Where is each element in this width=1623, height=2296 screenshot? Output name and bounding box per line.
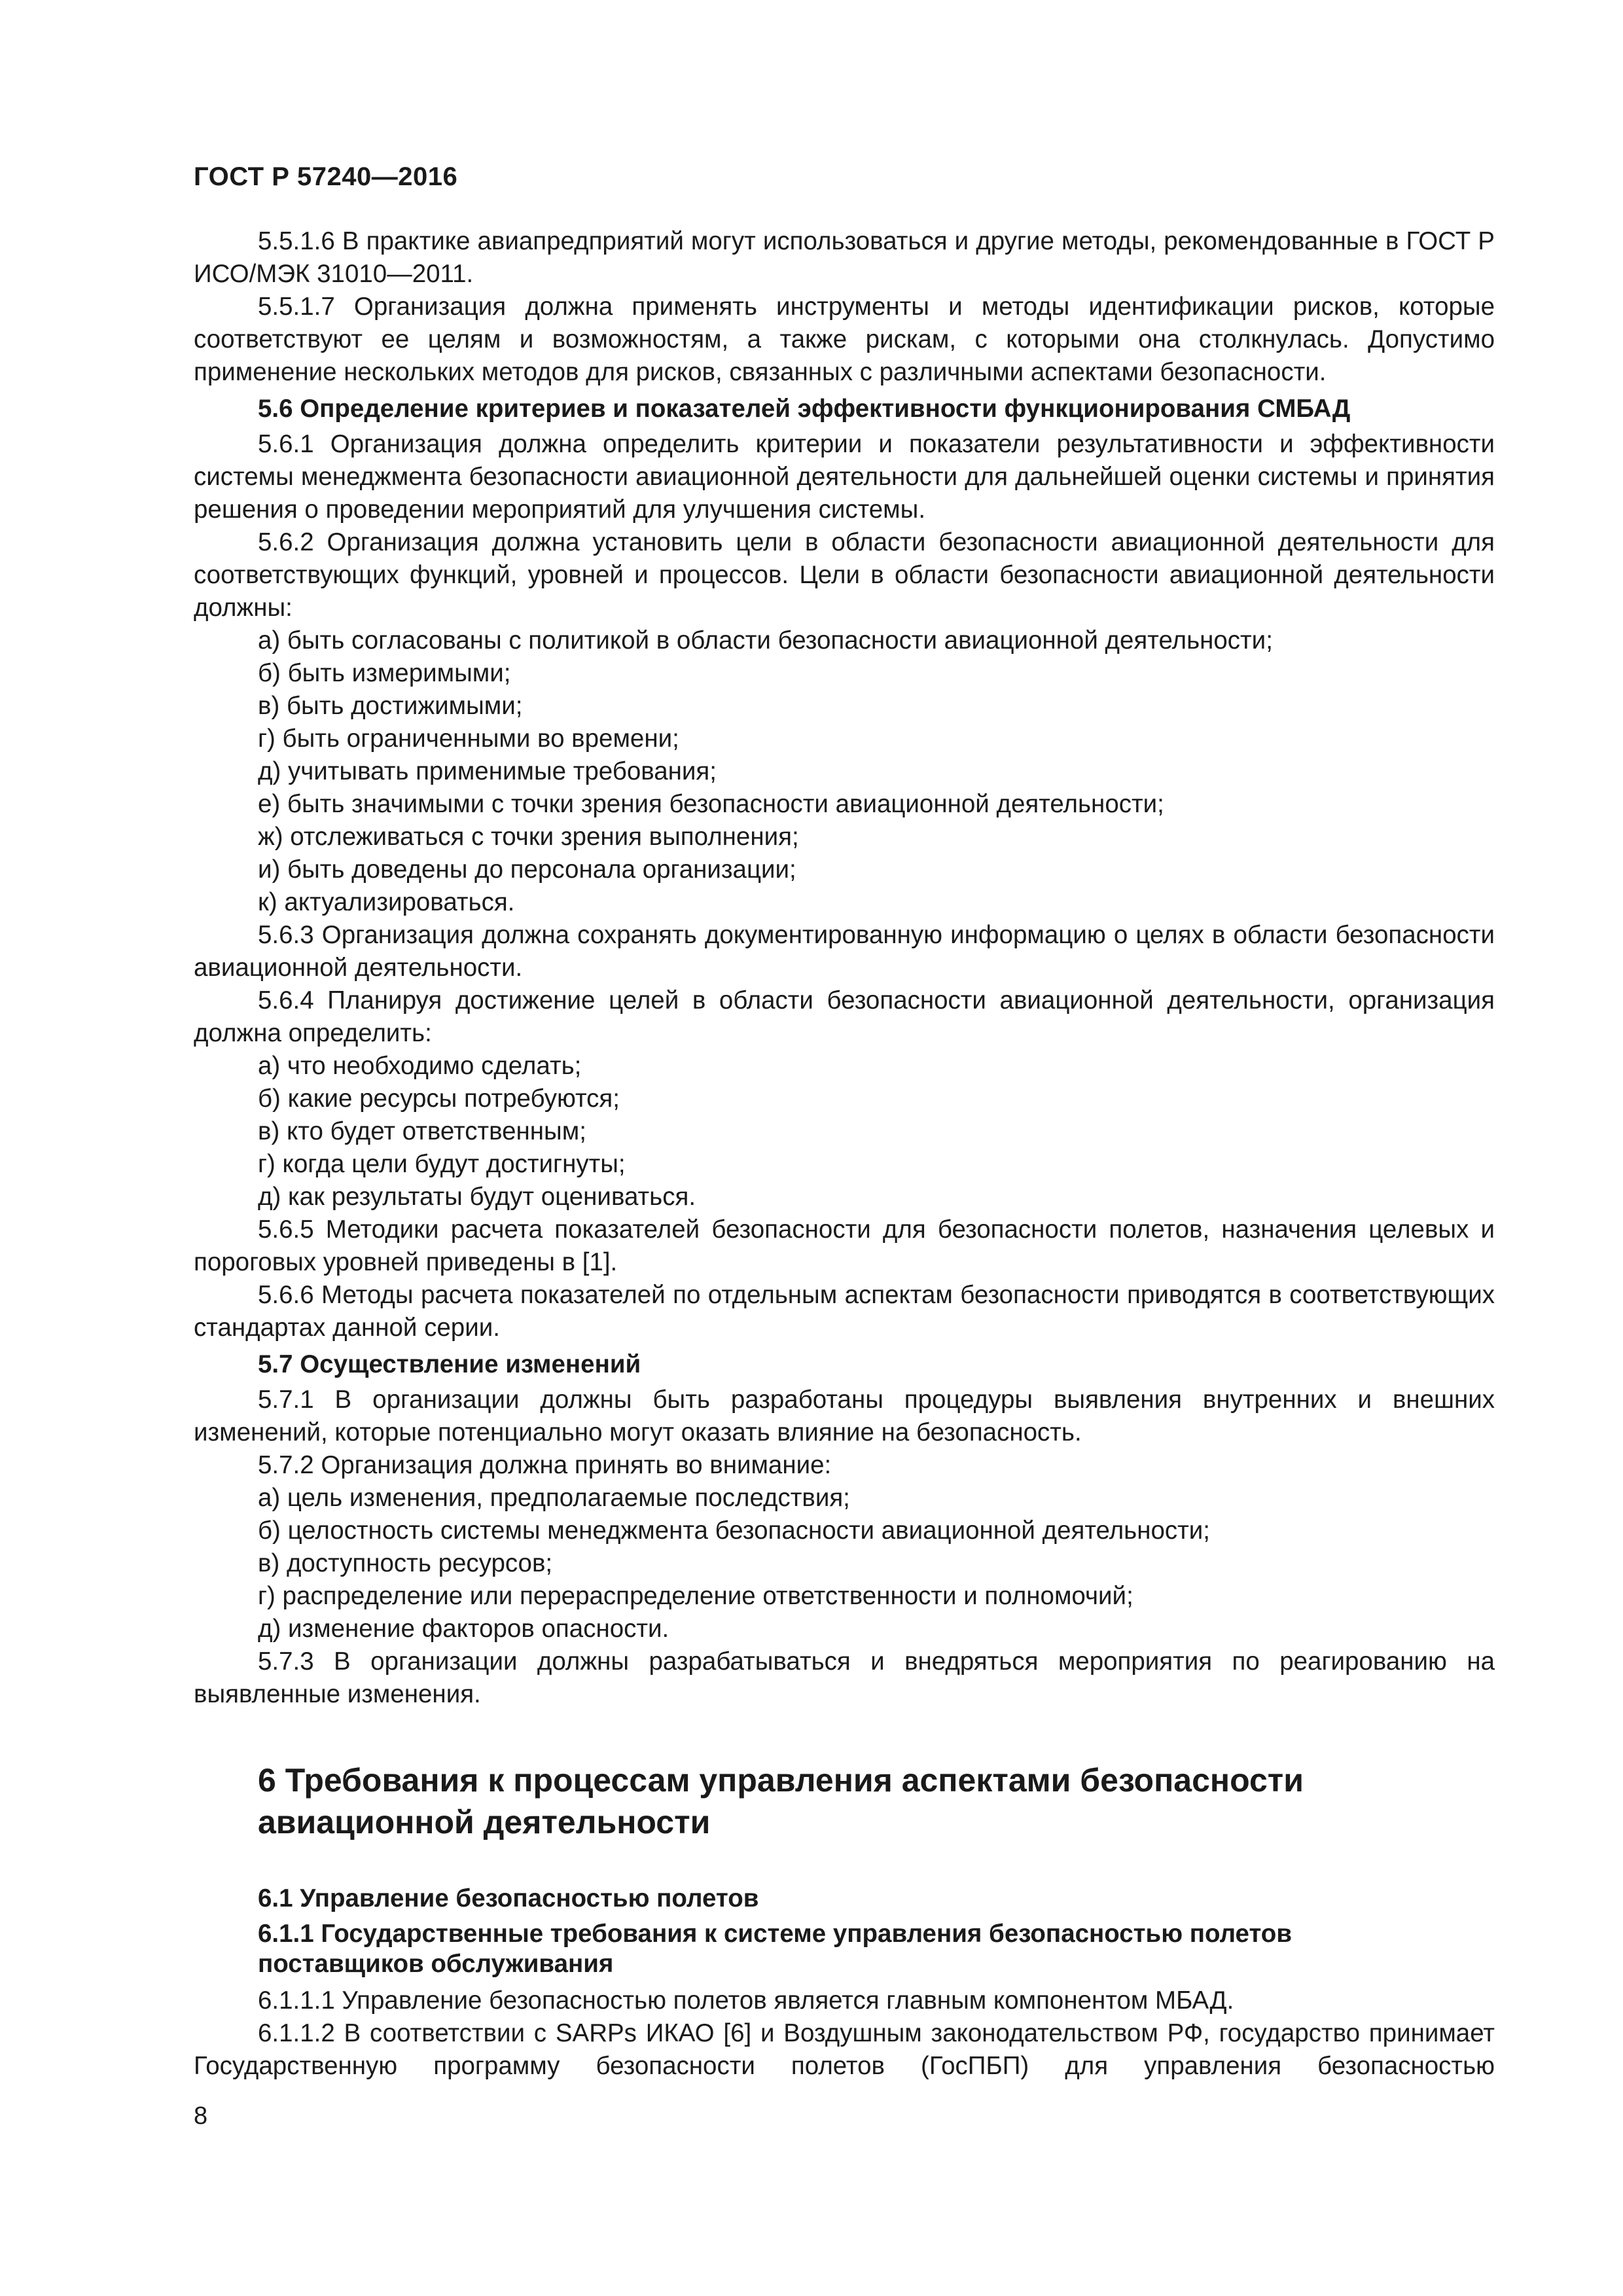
page-number: 8 bbox=[194, 2102, 208, 2130]
section-heading: 6 Требования к процессам управления аспектами безопасности авиационной деятельности bbox=[258, 1762, 1304, 1840]
list-item: д) как результаты будут оцениваться. bbox=[258, 1183, 696, 1211]
list-item: и) быть доведены до персонала организации; bbox=[258, 855, 796, 884]
list-item: д) изменение факторов опасности. bbox=[258, 1615, 669, 1643]
list-item: к) актуализироваться. bbox=[258, 888, 515, 916]
list-item: ж) отслеживаться с точки зрения выполнения; bbox=[258, 823, 799, 851]
paragraph: 5.7.1 В организации должны быть разработаны процедуры выявления внутренних и внешних изменений, которые потенциально могут оказать влияние на безопасность. bbox=[194, 1386, 1495, 1446]
list-item: в) кто будет ответственным; bbox=[258, 1117, 586, 1145]
list-item: б) какие ресурсы потребуются; bbox=[258, 1085, 620, 1113]
list-item: а) быть согласованы с политикой в области безопасности авиационной деятельности; bbox=[258, 626, 1273, 655]
paragraph: 6.1.1.2 В соответствии с SARPs ИКАО [6] и Воздушным законодательством РФ, государство принимает Государственную программу безопасности полетов (ГосПБП) для управления безопасностью bbox=[194, 2019, 1495, 2080]
paragraph: 5.7.3 В организации должны разрабатываться и внедряться мероприятия по реагированию на выявленные изменения. bbox=[194, 1647, 1495, 1708]
document-code-header: ГОСТ Р 57240—2016 bbox=[194, 162, 458, 191]
subsection-heading: 6.1 Управление безопасностью полетов bbox=[258, 1884, 759, 1912]
paragraph: 5.5.1.6 В практике авиапредприятий могут использоваться и другие методы, рекомендованные в ГОСТ Р ИСО/МЭК 31010—2011. bbox=[194, 227, 1495, 288]
paragraph: 5.6.3 Организация должна сохранять документированную информацию о целях в области безопасности авиационной деятельности. bbox=[194, 921, 1495, 982]
list-item: а) цель изменения, предполагаемые последствия; bbox=[258, 1484, 850, 1512]
paragraph: 6.1.1.1 Управление безопасностью полетов является главным компонентом МБАД. bbox=[258, 1986, 1234, 2015]
list-item: а) что необходимо сделать; bbox=[258, 1052, 582, 1080]
document-body bbox=[194, 225, 1495, 2083]
paragraph: 5.6.5 Методики расчета показателей безопасности для безопасности полетов, назначения целевых и пороговых уровней приведены в [1]. bbox=[194, 1215, 1495, 1276]
list-item: е) быть значимыми с точки зрения безопасности авиационной деятельности; bbox=[258, 790, 1164, 818]
list-item: г) распределение или перераспределение ответственности и полномочий; bbox=[258, 1582, 1133, 1610]
list-item: б) целостность системы менеджмента безопасности авиационной деятельности; bbox=[258, 1516, 1210, 1545]
subsection-heading: 5.7 Осуществление изменений bbox=[258, 1350, 641, 1378]
paragraph: 5.6.2 Организация должна установить цели в области безопасности авиационной деятельности для соответствующих функций, уровней и процессов. Цели в области безопасности авиационной деятельности должны: bbox=[194, 528, 1495, 622]
list-item: г) когда цели будут достигнуты; bbox=[258, 1150, 626, 1178]
paragraph: 5.6.1 Организация должна определить критерии и показатели результативности и эффективности системы менеджмента безопасности авиационной деятельности для дальнейшей оценки системы и принятия решения о проведении мероприятий для улучшения системы. bbox=[194, 430, 1495, 524]
clause-heading: 6.1.1 Государственные требования к системе управления безопасностью полетов поставщиков обслуживания bbox=[258, 1920, 1292, 1978]
subsection-heading: 5.6 Определение критериев и показателей эффективности функционирования СМБАД bbox=[258, 395, 1351, 423]
list-item: г) быть ограниченными во времени; bbox=[258, 725, 679, 753]
list-item: в) доступность ресурсов; bbox=[258, 1549, 553, 1577]
paragraph: 5.7.2 Организация должна принять во внимание: bbox=[258, 1451, 832, 1479]
list-item: д) учитывать применимые требования; bbox=[258, 757, 717, 785]
list-item: б) быть измеримыми; bbox=[258, 659, 511, 687]
paragraph: 5.6.6 Методы расчета показателей по отдельным аспектам безопасности приводятся в соответствующих стандартах данной серии. bbox=[194, 1281, 1495, 1342]
paragraph: 5.6.4 Планируя достижение целей в области безопасности авиационной деятельности, организация должна определить: bbox=[194, 986, 1495, 1047]
paragraph: 5.5.1.7 Организация должна применять инструменты и методы идентификации рисков, которые соответствуют ее целям и возможностям, а также рискам, с которыми она столкнулась. Допустимо применение нескольких методов для рисков, связанных с различными аспектами безопасности. bbox=[194, 293, 1495, 386]
list-item: в) быть достижимыми; bbox=[258, 692, 523, 720]
